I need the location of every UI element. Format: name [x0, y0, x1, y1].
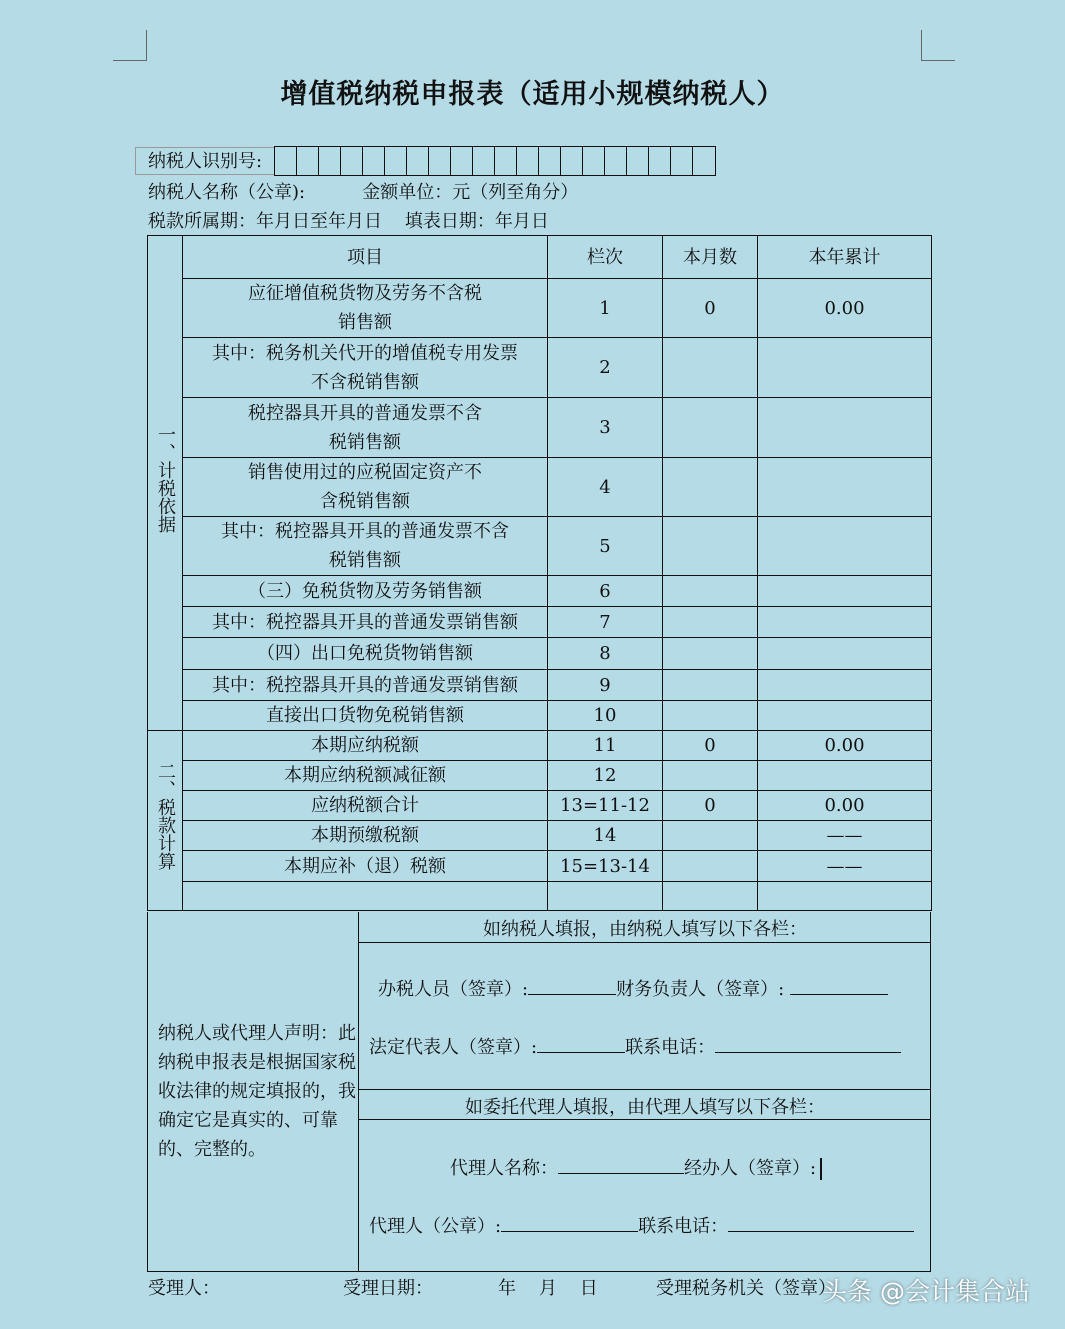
- year-amount-cell[interactable]: [758, 882, 932, 911]
- row-number-cell: 13=11-12: [548, 791, 663, 821]
- form-title: 增值税纳税申报表（适用小规模纳税人）: [280, 79, 785, 110]
- table-row: [148, 338, 932, 398]
- taxpayer-id-digit-box[interactable]: [275, 147, 297, 175]
- month-amount-cell[interactable]: [663, 398, 758, 458]
- item-cell: 本期应纳税额: [183, 731, 548, 761]
- item-cell: 本期预缴税额: [183, 821, 548, 851]
- agent-name-label: 代理人名称：: [450, 1158, 558, 1179]
- table-header-row: [148, 236, 932, 279]
- taxpayer-id-digit-box[interactable]: [605, 147, 627, 175]
- table-row: [148, 701, 932, 731]
- agent-fill-heading: 如委托代理人填报，由代理人填写以下各栏：: [465, 1097, 825, 1118]
- legal-rep-line: [369, 1033, 901, 1059]
- taxpayer-id-digit-box[interactable]: [363, 147, 385, 175]
- item-cell: 应征增值税货物及劳务不含税 销售额: [183, 279, 548, 338]
- taxpayer-fill-heading: 如纳税人填报，由纳税人填写以下各栏：: [483, 919, 807, 940]
- declaration-right-cell: [359, 912, 931, 1271]
- watermark: 头条 @会计集合站: [822, 1277, 1030, 1306]
- month-amount-cell[interactable]: 0: [663, 791, 758, 821]
- finance-head-label: 财务负责人（签章）:: [616, 979, 785, 1000]
- table-row: [148, 731, 932, 761]
- year-amount-cell[interactable]: [758, 701, 932, 731]
- taxpayer-id-row: [135, 146, 716, 176]
- taxpayer-id-digit-box[interactable]: [319, 147, 341, 175]
- item-cell: 其中：税控器具开具的普通发票不含 税销售额: [183, 517, 548, 576]
- taxpayer-id-digit-box[interactable]: [341, 147, 363, 175]
- year-amount-cell[interactable]: 0.00: [758, 731, 932, 761]
- taxpayer-id-digit-box[interactable]: [473, 147, 495, 175]
- legal-rep-signature-field[interactable]: [537, 1034, 625, 1053]
- year-amount-cell[interactable]: [758, 458, 932, 517]
- agent-name-line: [450, 1154, 822, 1180]
- agent-seal-field[interactable]: [501, 1213, 638, 1232]
- section-2-label: 二、税款计算: [148, 731, 183, 911]
- receiver-label: 受理人：: [148, 1278, 220, 1299]
- year-amount-cell[interactable]: 0.00: [758, 791, 932, 821]
- table-row: [148, 851, 932, 882]
- agent-phone-label: 联系电话：: [638, 1216, 729, 1237]
- row-number-cell: 15=13-14: [548, 851, 663, 882]
- taxpayer-id-boxes[interactable]: [274, 146, 716, 176]
- taxpayer-id-digit-box[interactable]: [429, 147, 451, 175]
- table-row: [148, 398, 932, 458]
- table-row: [148, 517, 932, 576]
- year-amount-cell[interactable]: [758, 576, 932, 607]
- row-number-cell: 9: [548, 670, 663, 701]
- taxpayer-id-digit-box[interactable]: [451, 147, 473, 175]
- row-number-cell: 6: [548, 576, 663, 607]
- year-amount-cell[interactable]: ——: [758, 851, 932, 882]
- year-amount-cell[interactable]: [758, 638, 932, 670]
- year-amount-cell[interactable]: [758, 517, 932, 576]
- declaration-statement: 纳税人或代理人声明：此纳税申报表是根据国家税收法律的规定填报的，我确定它是真实的、可靠的、完整的。: [158, 1023, 356, 1160]
- receive-date-fields: 年 月 日: [498, 1278, 598, 1299]
- month-amount-cell[interactable]: [663, 821, 758, 851]
- year-amount-cell[interactable]: [758, 670, 932, 701]
- header-year: 本年累计: [758, 236, 932, 279]
- year-amount-cell[interactable]: [758, 761, 932, 791]
- agent-seal-label: 代理人（公章）:: [369, 1216, 502, 1237]
- item-cell: （四）出口免税货物销售额: [183, 638, 548, 670]
- row-number-cell: 12: [548, 761, 663, 791]
- table-row: [148, 458, 932, 517]
- month-amount-cell[interactable]: [663, 851, 758, 882]
- item-cell: 其中：税务机关代开的增值税专用发票 不含税销售额: [183, 338, 548, 398]
- table-row: [148, 576, 932, 607]
- month-amount-cell[interactable]: 0: [663, 731, 758, 761]
- legal-rep-label: 法定代表人（签章）:: [369, 1037, 538, 1058]
- item-cell: 本期应纳税额减征额: [183, 761, 548, 791]
- month-amount-cell[interactable]: [663, 607, 758, 638]
- taxpayer-id-digit-box[interactable]: [649, 147, 671, 175]
- taxpayer-id-digit-box[interactable]: [385, 147, 407, 175]
- agent-phone-field[interactable]: [728, 1213, 914, 1232]
- row-number-cell: 7: [548, 607, 663, 638]
- tax-return-table: [147, 235, 932, 911]
- agent-seal-line: [369, 1212, 914, 1238]
- divider: [359, 942, 931, 943]
- taxpayer-id-label: 纳税人识别号:: [135, 147, 274, 175]
- year-amount-cell[interactable]: [758, 607, 932, 638]
- handler-label: 经办人（签章）:: [684, 1158, 817, 1179]
- table-row: [148, 882, 932, 911]
- item-cell: 其中：税控器具开具的普通发票销售额: [183, 670, 548, 701]
- table-row: [148, 670, 932, 701]
- row-number-cell: 2: [548, 338, 663, 398]
- item-cell: （三）免税货物及劳务销售额: [183, 576, 548, 607]
- taxpayer-id-digit-box[interactable]: [539, 147, 561, 175]
- month-amount-cell[interactable]: [663, 882, 758, 911]
- item-cell: 本期应补（退）税额: [183, 851, 548, 882]
- taxpayer-id-digit-box[interactable]: [495, 147, 517, 175]
- table-row: [148, 607, 932, 638]
- taxpayer-id-digit-box[interactable]: [561, 147, 583, 175]
- item-cell: 税控器具开具的普通发票不含 税销售额: [183, 398, 548, 458]
- divider: [359, 1089, 931, 1090]
- phone-field[interactable]: [715, 1034, 901, 1053]
- row-number-cell: 14: [548, 821, 663, 851]
- taxpayer-id-digit-box[interactable]: [627, 147, 649, 175]
- month-amount-cell[interactable]: [663, 670, 758, 701]
- month-amount-cell[interactable]: [663, 701, 758, 731]
- receive-date-label: 受理日期：: [343, 1278, 433, 1299]
- table-row: [148, 761, 932, 791]
- crop-mark-top-left: [113, 30, 147, 61]
- header-row-no: 栏次: [548, 236, 663, 279]
- tax-clerk-signature-field[interactable]: [528, 976, 616, 995]
- taxpayer-id-digit-box[interactable]: [693, 147, 715, 175]
- item-cell: [183, 882, 548, 911]
- month-amount-cell[interactable]: [663, 576, 758, 607]
- crop-mark-top-right: [921, 30, 955, 61]
- row-number-cell: 3: [548, 398, 663, 458]
- phone-label: 联系电话：: [625, 1037, 716, 1058]
- table-row: [148, 791, 932, 821]
- taxpayer-id-digit-box[interactable]: [583, 147, 605, 175]
- month-amount-cell[interactable]: [663, 761, 758, 791]
- agent-name-field[interactable]: [558, 1155, 684, 1174]
- text-cursor: [820, 1158, 822, 1180]
- row-number-cell: 4: [548, 458, 663, 517]
- month-amount-cell[interactable]: [663, 458, 758, 517]
- row-number-cell: 11: [548, 731, 663, 761]
- row-number-cell: 10: [548, 701, 663, 731]
- taxpayer-id-digit-box[interactable]: [517, 147, 539, 175]
- year-amount-cell[interactable]: [758, 398, 932, 458]
- item-cell: 直接出口货物免税销售额: [183, 701, 548, 731]
- row-number-cell: 1: [548, 279, 663, 338]
- header-item: 项目: [183, 236, 548, 279]
- item-cell: 其中：税控器具开具的普通发票销售额: [183, 607, 548, 638]
- table-row: [148, 638, 932, 670]
- taxpayer-id-digit-box[interactable]: [671, 147, 693, 175]
- month-amount-cell[interactable]: [663, 338, 758, 398]
- row-number-cell: [548, 882, 663, 911]
- row-number-cell: 5: [548, 517, 663, 576]
- taxpayer-name-line: 纳税人名称（公章): 金额单位：元（列至角分）: [148, 182, 579, 203]
- declaration-left-cell: [148, 912, 359, 1271]
- section-1-label: 一、计税依据: [148, 236, 183, 731]
- tax-clerk-label: 办税人员（签章）:: [378, 979, 529, 1000]
- row-number-cell: 8: [548, 638, 663, 670]
- finance-head-signature-field[interactable]: [790, 976, 888, 995]
- year-amount-cell[interactable]: 0.00: [758, 279, 932, 338]
- table-row: [148, 279, 932, 338]
- declaration-section: [147, 912, 931, 1272]
- year-amount-cell[interactable]: ——: [758, 821, 932, 851]
- tax-clerk-line: [378, 975, 888, 1001]
- month-amount-cell[interactable]: 0: [663, 279, 758, 338]
- header-month: 本月数: [663, 236, 758, 279]
- taxpayer-id-digit-box[interactable]: [297, 147, 319, 175]
- year-amount-cell[interactable]: [758, 338, 932, 398]
- taxpayer-id-digit-box[interactable]: [407, 147, 429, 175]
- tax-period-line: 税款所属期：年月日至年月日 填表日期：年月日: [148, 211, 549, 232]
- item-cell: 应纳税额合计: [183, 791, 548, 821]
- table-row: [148, 821, 932, 851]
- month-amount-cell[interactable]: [663, 638, 758, 670]
- divider: [359, 1119, 931, 1120]
- tax-office-label: 受理税务机关（签章）: [656, 1278, 836, 1299]
- month-amount-cell[interactable]: [663, 517, 758, 576]
- item-cell: 销售使用过的应税固定资产不 含税销售额: [183, 458, 548, 517]
